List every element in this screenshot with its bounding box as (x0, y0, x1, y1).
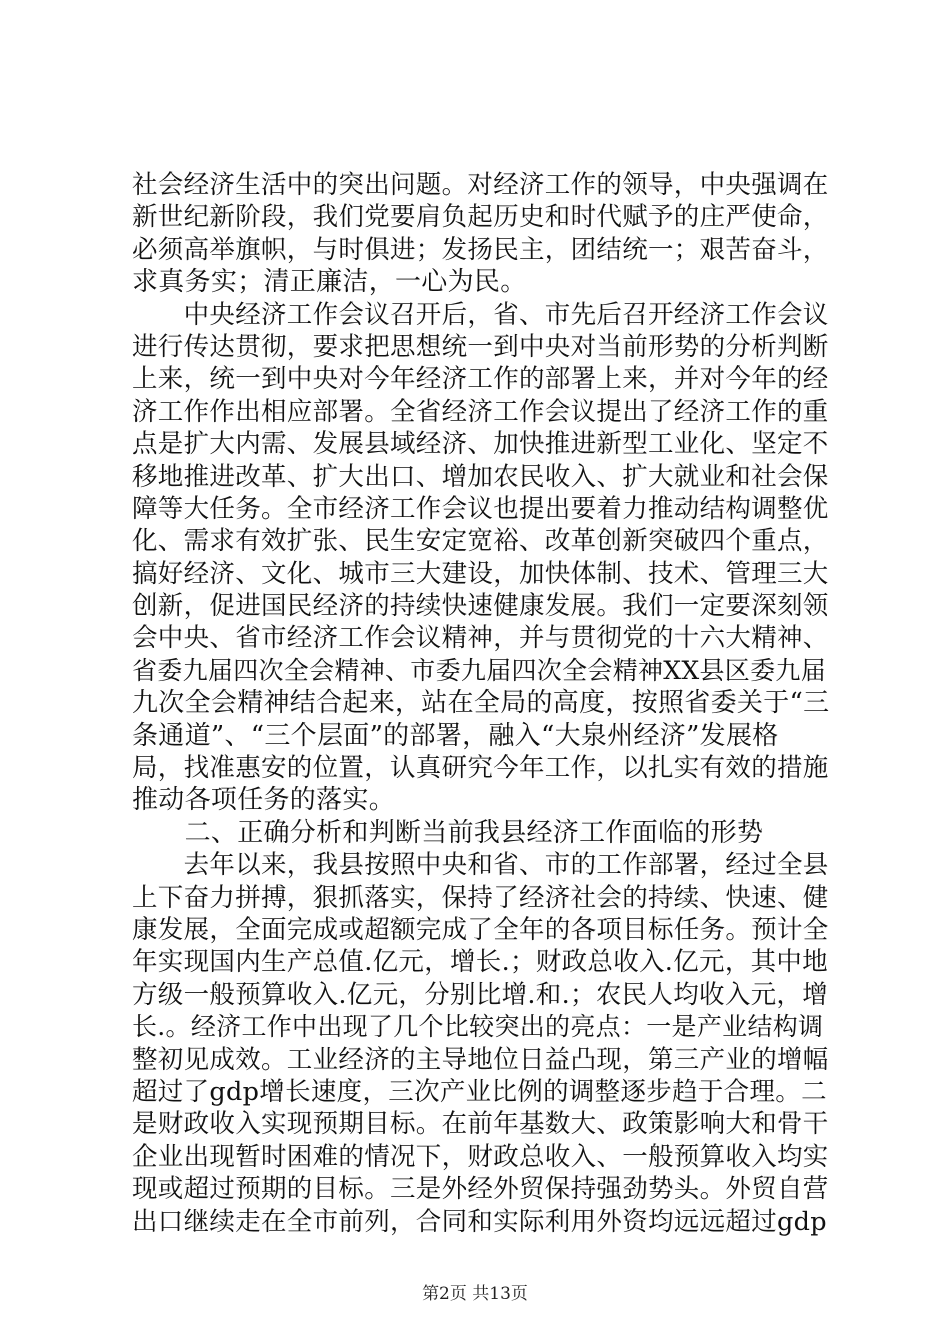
text-line: 康发展，全面完成或超额完成了全年的各项目标任务。预计全 (132, 914, 829, 945)
text-line: 长.。经济工作中出现了几个比较突出的亮点：一是产业结构调 (132, 1012, 824, 1042)
text-line: 新世纪新阶段，我们党要肩负起历史和时代赋予的庄严使命， (132, 202, 829, 233)
text-line: 社会经济生活中的突出问题。对经济工作的领导，中央强调在 (132, 170, 829, 200)
document-body (132, 169, 832, 1238)
text-line: 出口继续走在全市前列，合同和实际利用外资均远远超过gdp (132, 1206, 827, 1237)
text-line: 是财政收入实现预期目标。在前年基数大、政策影响大和骨干 (132, 1109, 829, 1140)
text-line: 企业出现暂时困难的情况下，财政总收入、一般预算收入均实 (132, 1141, 829, 1172)
text-line: 上来，统一到中央对今年经济工作的部署上来，并对今年的经 (132, 364, 829, 395)
text-line: 年实现国内生产总值.亿元，增长.；财政总收入.亿元，其中地 (132, 947, 829, 978)
text-line: 整初见成效。工业经济的主导地位日益凸现，第三产业的增幅 (132, 1044, 829, 1075)
text-line: 中央经济工作会议召开后，省、市先后召开经济工作会议 (132, 299, 829, 330)
text-line: 济工作作出相应部署。全省经济工作会议提出了经济工作的重 (132, 396, 829, 427)
text-line: 必须高举旗帜，与时俱进；发扬民主，团结统一；艰苦奋斗， (132, 234, 829, 265)
text-line: 求真务实；清正廉洁，一心为民。 (132, 267, 527, 298)
text-line: 移地推进改革、扩大出口、增加农民收入、扩大就业和社会保 (132, 461, 829, 492)
text-line: 超过了gdp增长速度，三次产业比例的调整逐步趋于合理。二 (132, 1076, 827, 1107)
text-line: 搞好经济、文化、城市三大建设，加快体制、技术、管理三大 (132, 558, 829, 589)
page-number: 第2页 共13页 (422, 1284, 528, 1304)
text-line: 局，找准惠安的位置，认真研究今年工作，以扎实有效的措施 (132, 753, 829, 784)
text-line: 障等大任务。全市经济工作会议也提出要着力推动结构调整优 (132, 493, 829, 524)
text-line: 上下奋力拼搏，狠抓落实，保持了经济社会的持续、快速、健 (132, 882, 829, 913)
text-line: 创新，促进国民经济的持续快速健康发展。我们一定要深刻领 (132, 591, 829, 622)
text-line: 现或超过预期的目标。三是外经外贸保持强劲势头。外贸自营 (132, 1174, 829, 1205)
text-line: 九次全会精神结合起来，站在全局的高度，按照省委关于“三 (132, 688, 830, 719)
text-line: 点是扩大内需、发展县域经济、加快推进新型工业化、坚定不 (132, 429, 829, 460)
text-line: 条通道”、“三个层面”的部署，融入“大泉州经济”发展格 (132, 720, 779, 751)
text-line: 会中央、省市经济工作会议精神，并与贯彻党的十六大精神、 (132, 623, 829, 654)
text-line: 方级一般预算收入.亿元，分别比增.和.；农民人均收入元，增 (132, 979, 829, 1010)
text-line: 二、正确分析和判断当前我县经济工作面临的形势 (132, 817, 764, 848)
text-line: 去年以来，我县按照中央和省、市的工作部署，经过全县 (132, 850, 829, 881)
text-line: 进行传达贯彻，要求把思想统一到中央对当前形势的分析判断 (132, 331, 829, 362)
text-line: 省委九届四次全会精神、市委九届四次全会精神XX县区委九届 (132, 655, 826, 685)
text-line: 推动各项任务的落实。 (132, 785, 396, 816)
text-line: 化、需求有效扩张、民生安定宽裕、改革创新突破四个重点， (132, 526, 829, 557)
